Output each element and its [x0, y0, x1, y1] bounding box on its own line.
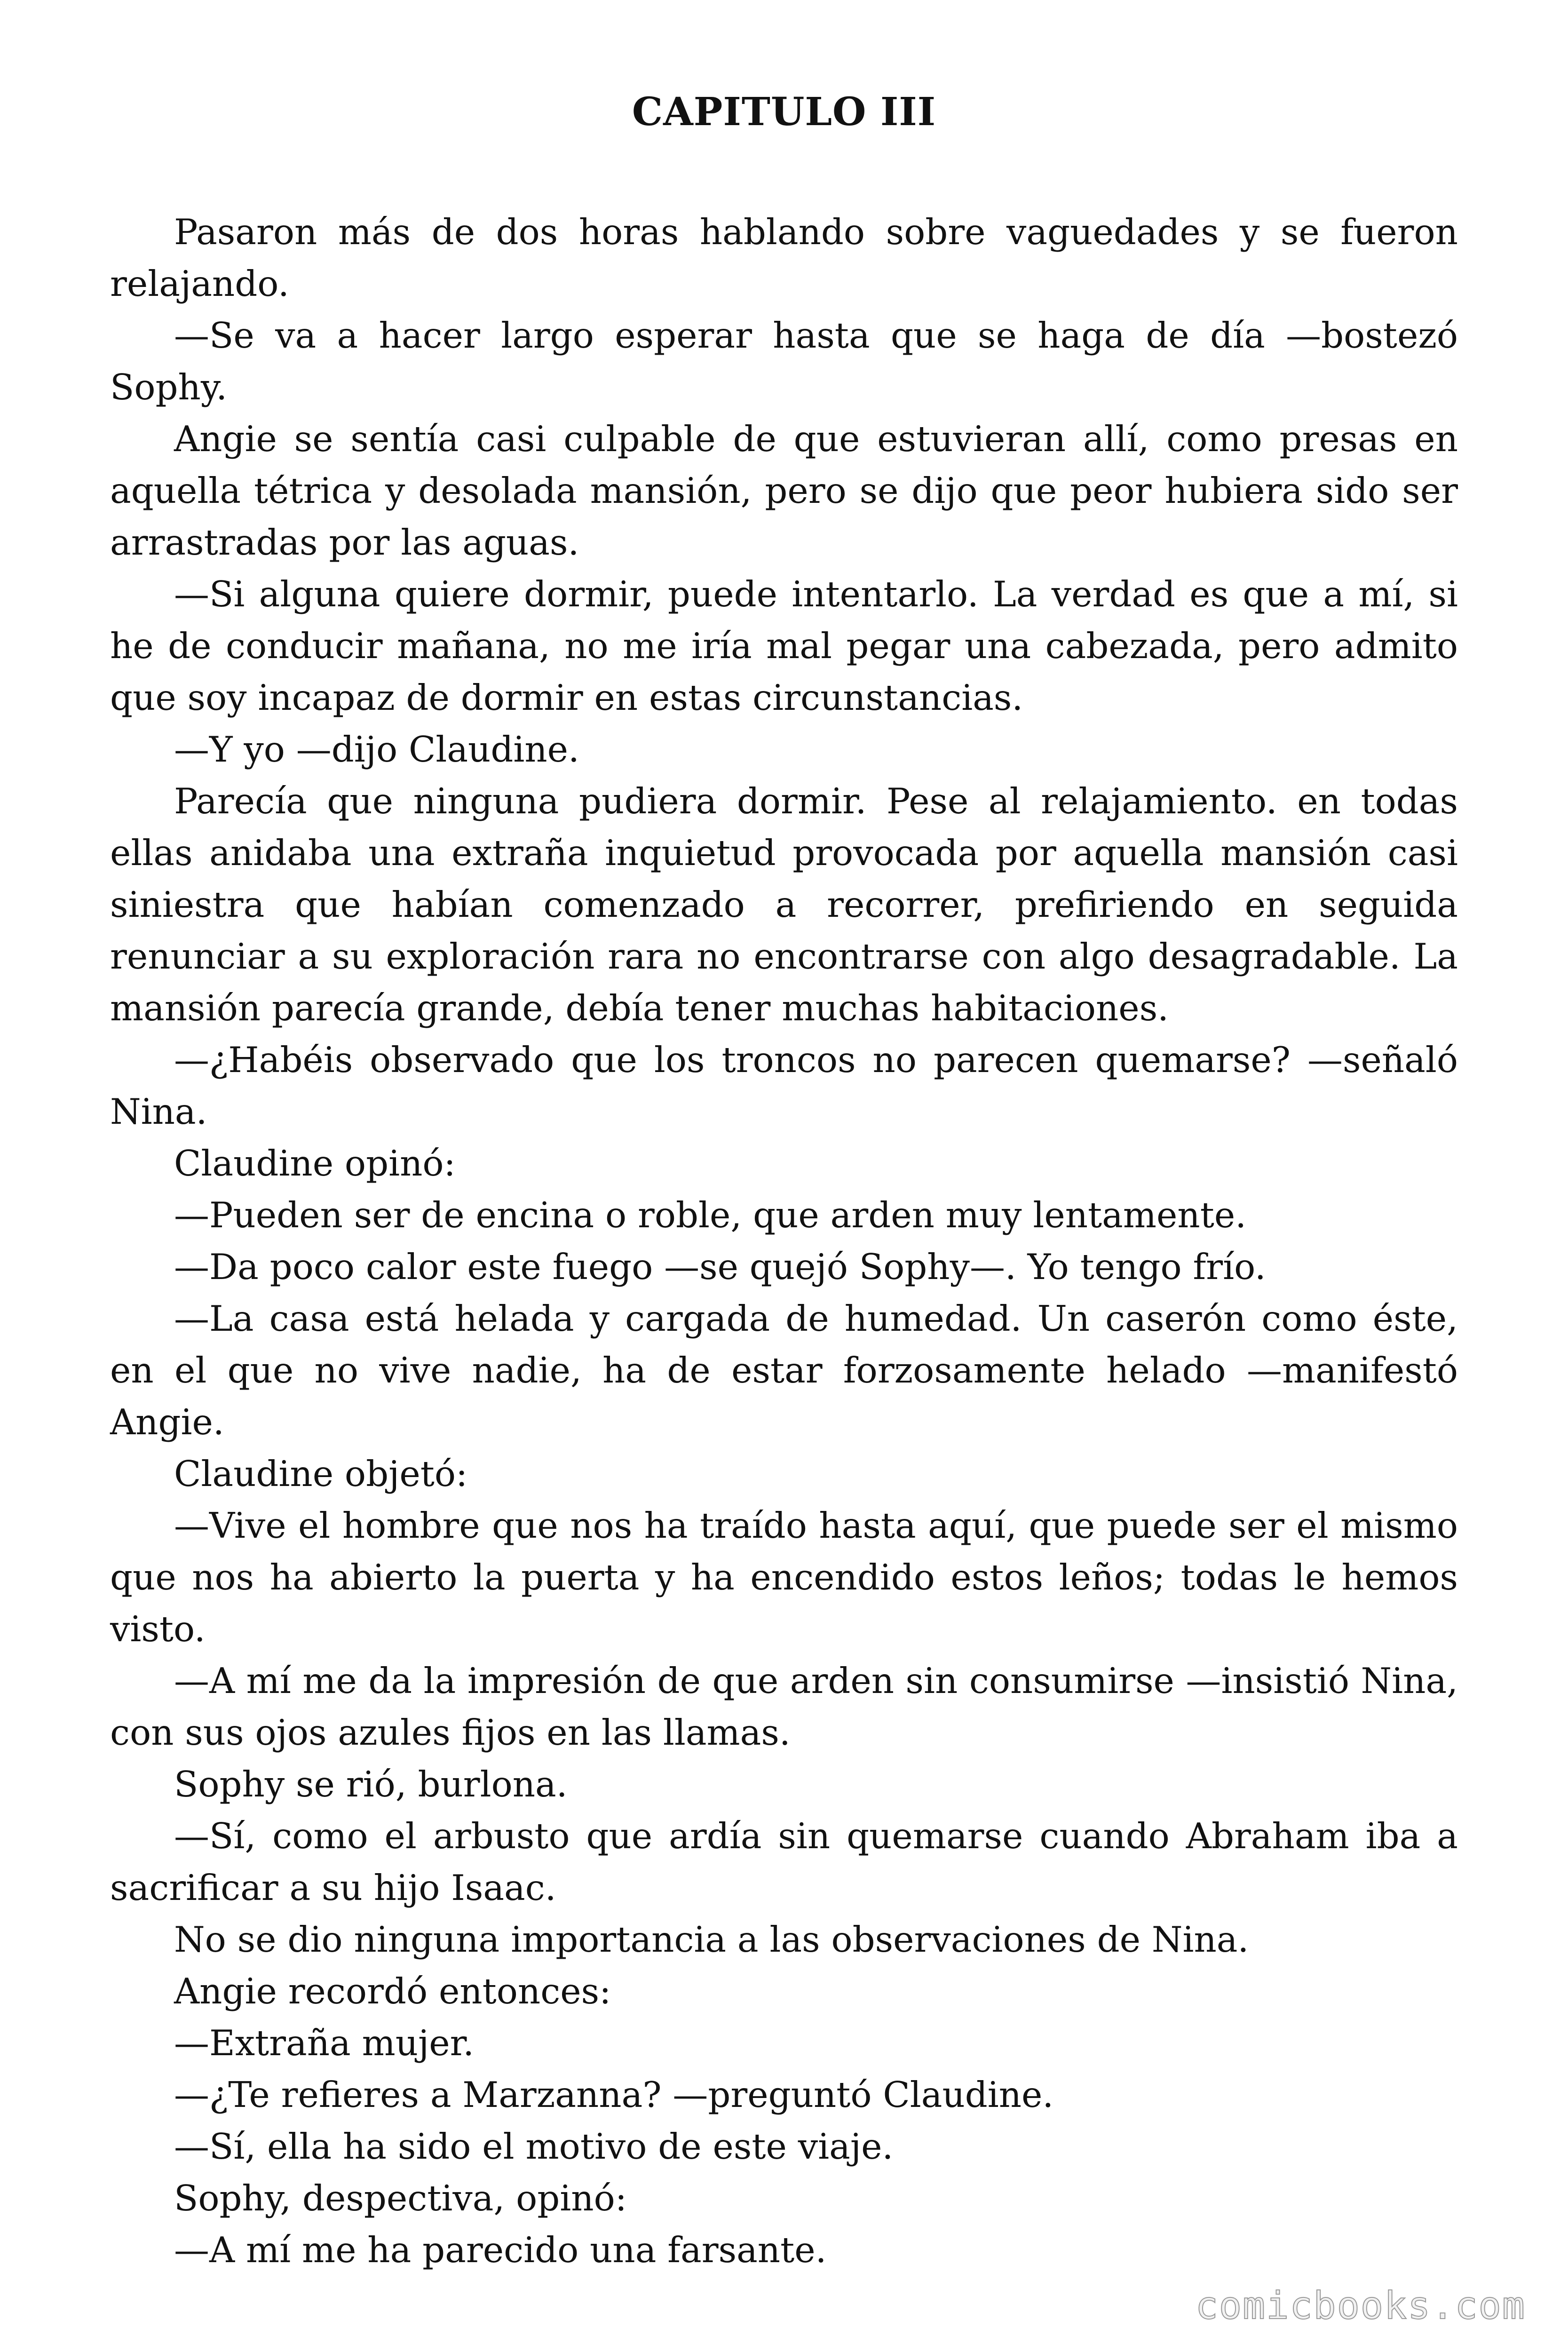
paragraph: —A mí me da la impresión de que arden sin consumirse —insistió Nina, con sus ojos azules fijos en las llamas. [110, 1660, 1458, 1753]
paragraph: Angie se sentía casi culpable de que estuvieran allí, como presas en aquella tétrica y desolada mansión, pero se dijo que peor hubiera sido ser arrastradas por las aguas. [110, 418, 1458, 563]
paragraph: —Extraña mujer. [174, 2022, 475, 2064]
paragraph: —¿Te refieres a Marzanna? —preguntó Claudine. [174, 2074, 1054, 2115]
paragraph: —Se va a hacer largo esperar hasta que se haga de día —bostezó Sophy. [110, 315, 1458, 408]
paragraph: —Sí, como el arbusto que ardía sin quemarse cuando Abraham iba a sacrificar a su hijo Isaac. [110, 1815, 1458, 1908]
watermark: comicbooks.com [1195, 2284, 1526, 2328]
paragraph: —Pueden ser de encina o roble, que arden muy lentamente. [174, 1194, 1247, 1236]
paragraph: Sophy, despectiva, opinó: [174, 2177, 627, 2219]
paragraph: Angie recordó entonces: [174, 1971, 611, 2012]
paragraph: —Da poco calor este fuego —se quejó Sophy—. Yo tengo frío. [174, 1246, 1266, 1287]
paragraph: —Vive el hombre que nos ha traído hasta aquí, que puede ser el mismo que nos ha abierto la puerta y ha encendido estos leños; todas le hemos visto. [110, 1505, 1458, 1650]
paragraph: Claudine opinó: [174, 1143, 456, 1184]
body-text [110, 206, 1458, 2276]
paragraph: —¿Habéis observado que los troncos no parecen quemarse? —señaló Nina. [110, 1039, 1458, 1132]
paragraph: No se dio ninguna importancia a las observaciones de Nina. [174, 1919, 1249, 1960]
paragraph: Claudine objetó: [174, 1453, 468, 1494]
paragraph: —Y yo —dijo Claudine. [174, 729, 579, 770]
paragraph: —A mí me ha parecido una farsante. [174, 2229, 827, 2271]
paragraph: Parecía que ninguna pudiera dormir. Pese al relajamiento. en todas ellas anidaba una extraña inquietud provocada por aquella mansión casi siniestra que habían comenzado a recorrer, prefiriendo en seguida renunciar a su exploración rara no encontrarse con algo desagradable. La mansión parecía grande, debía tener muchas habitaciones. [110, 780, 1458, 1029]
paragraph: Sophy se rió, burlona. [174, 1764, 568, 1805]
paragraph: —Sí, ella ha sido el motivo de este viaje. [174, 2126, 894, 2167]
paragraph: Pasaron más de dos horas hablando sobre vaguedades y se fueron relajando. [110, 211, 1458, 304]
chapter-title: CAPITULO III [632, 89, 936, 135]
paragraph: —La casa está helada y cargada de humedad. Un caserón como éste, en el que no vive nadie, ha de estar forzosamente helado —manifestó Angie. [110, 1298, 1458, 1443]
paragraph: —Si alguna quiere dormir, puede intentarlo. La verdad es que a mí, si he de conducir mañana, no me iría mal pegar una cabezada, pero admito que soy incapaz de dormir en estas circunstancias. [110, 573, 1458, 718]
